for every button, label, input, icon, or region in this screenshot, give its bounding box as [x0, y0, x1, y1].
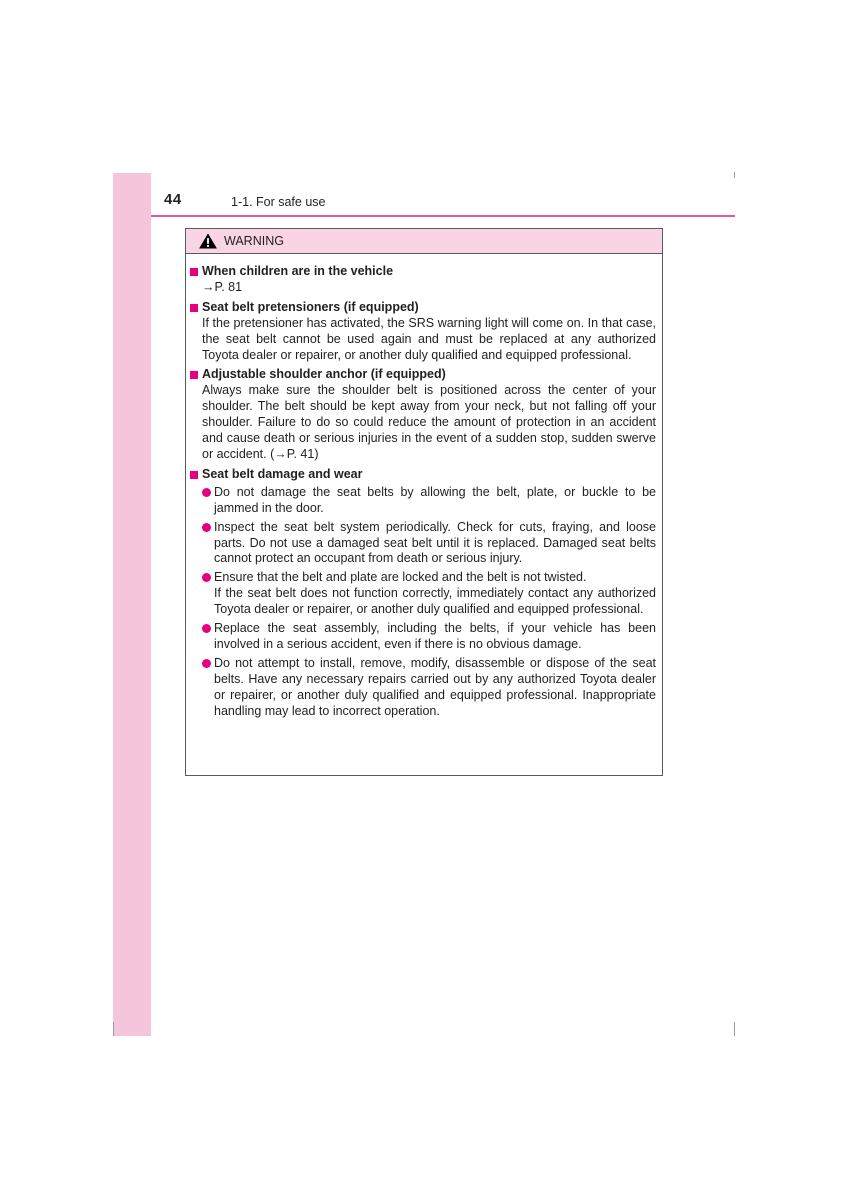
list-item-text: Do not damage the seat belts by allowing the belt, plate, or buckle to be jammed in the door. [214, 484, 656, 515]
section-children [190, 264, 656, 296]
list-item-text: Do not attempt to install, remove, modify, disassemble or dispose of the seat belts. Have any necessary repairs carried out by any authorized Toyota dealer or repairer, or another duly qualified and equipped professional. Inappropriate handling may lead to incorrect operation. [214, 655, 656, 718]
crop-mark [734, 172, 735, 178]
list-item-text: Replace the seat assembly, including the belts, if your vehicle has been involved in a serious accident, even if there is no obvious damage. [214, 621, 656, 651]
chapter-side-tab [113, 173, 151, 1036]
square-bullet-icon [190, 371, 198, 379]
section-title: 1-1. For safe use [231, 195, 326, 209]
list-item-text: Ensure that the belt and plate are locked and the belt is not twisted. If the seat belt does not function correctly, immediately contact any authorized Toyota dealer or repairer, or another duly qualified and equipped professional. [214, 570, 656, 617]
circle-bullet-icon [202, 624, 211, 633]
header-rule [151, 215, 735, 217]
warning-body [186, 254, 662, 719]
section-heading-text: Adjustable shoulder anchor (if equipped) [202, 367, 446, 382]
square-bullet-icon [190, 304, 198, 312]
circle-bullet-icon [202, 523, 211, 532]
warning-box [185, 228, 663, 776]
page-number: 44 [164, 191, 182, 208]
list-item [202, 656, 656, 720]
list-item [202, 570, 656, 618]
section-heading-text: Seat belt pretensioners (if equipped) [202, 299, 419, 314]
circle-bullet-icon [202, 573, 211, 582]
list-item [202, 485, 656, 517]
circle-bullet-icon [202, 659, 211, 668]
crop-mark [113, 1022, 114, 1036]
warning-header [186, 229, 662, 254]
circle-bullet-icon [202, 488, 211, 497]
section-paragraph: If the pretensioner has activated, the SRS warning light will come on. In that case, the seat belt cannot be used again and must be replaced at any authorized Toyota dealer or repairer, or another duly qualified and equipped professional. [202, 315, 656, 362]
page-reference: →P. 81 [202, 279, 243, 294]
list-item [202, 520, 656, 568]
list-item [202, 621, 656, 653]
section-heading [190, 367, 656, 383]
crop-mark [734, 1022, 735, 1036]
section-heading-text: When children are in the vehicle [202, 264, 394, 278]
section-paragraph: Always make sure the shoulder belt is positioned across the center of your shoulder. The belt should be kept away from your neck, but not falling off your shoulder. Failure to do so could reduce the amount of protection in an accident and cause death or serious injuries in the event of a sudden stop, sudden swerve or accident. (→P. 41) [202, 383, 656, 461]
section-heading-text: Seat belt damage and wear [202, 466, 363, 481]
section-pretensioners [190, 300, 656, 364]
section-heading [190, 467, 656, 483]
section-damage-wear [190, 467, 656, 720]
list-item-text: Inspect the seat belt system periodically. Check for cuts, fraying, and loose parts. Do not use a damaged seat belt until it is replaced. Damaged seat belts cannot protect an occupant from death or serious injury. [214, 519, 656, 566]
section-heading [190, 264, 656, 280]
warning-triangle-icon [198, 233, 218, 249]
section-shoulder-anchor [190, 367, 656, 462]
warning-title: WARNING [224, 234, 284, 248]
square-bullet-icon [190, 471, 198, 479]
section-heading [190, 300, 656, 316]
square-bullet-icon [190, 268, 198, 276]
